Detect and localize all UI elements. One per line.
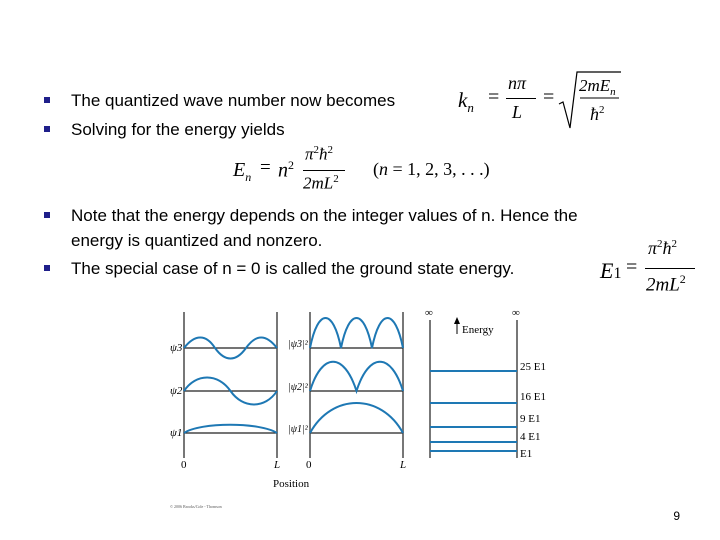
energy-axis-label: Energy bbox=[462, 324, 494, 336]
bullet-text-continuation: energy is quantized and nonzero. bbox=[71, 231, 323, 250]
energy-level-diagram bbox=[425, 307, 546, 460]
axis-zero-label: 0 bbox=[181, 459, 187, 471]
infinity-symbol: ∞ bbox=[512, 307, 520, 319]
figure-copyright: © 2006 Brooks/Cole - Thomson bbox=[170, 504, 222, 509]
energy-level-label: E1 bbox=[520, 448, 533, 460]
svg-text:ħ2: $ħ^2$ bbox=[590, 104, 605, 124]
position-label: Position bbox=[273, 478, 310, 490]
bullet-marker bbox=[44, 97, 50, 103]
axis-l-label: L bbox=[274, 459, 281, 471]
psi-squared-label: |ψ2|² bbox=[288, 382, 308, 393]
psi-label: ψ2 bbox=[170, 385, 183, 397]
bullet-text: Note that the energy depends on the integer values of n. Hence the bbox=[71, 206, 578, 225]
psi-label: ψ3 bbox=[170, 342, 183, 354]
psi-squared-label: |ψ1|² bbox=[288, 424, 308, 435]
bullet-text: The quantized wave number now becomes bbox=[71, 91, 396, 110]
energy-level-label: 4 E1 bbox=[520, 431, 541, 443]
energy-level-label: 16 E1 bbox=[520, 391, 546, 403]
axis-zero-label: 0 bbox=[306, 459, 312, 471]
psi-panel bbox=[170, 312, 280, 471]
psi-squared-label: |ψ3|² bbox=[288, 339, 308, 350]
infinity-symbol: ∞ bbox=[425, 307, 433, 319]
svg-text:2mEn: $2mE_n$ bbox=[579, 76, 616, 98]
energy-level-label: 9 E1 bbox=[520, 413, 541, 425]
particle-in-box-figure bbox=[160, 300, 546, 515]
bullet-marker bbox=[44, 212, 50, 218]
psi-squared-panel bbox=[288, 312, 406, 471]
psi-label: ψ1 bbox=[170, 427, 183, 439]
bullet-text: Solving for the energy yields bbox=[71, 120, 285, 139]
axis-l-label: L bbox=[400, 459, 407, 471]
equation-kn: $k_n$ = nπ L = $2mE_n$ $ħ^2$ bbox=[458, 70, 623, 130]
bullet-marker bbox=[44, 265, 50, 271]
equation-e1: E1 = $\pi^2ħ^2$ $2mL^2$ bbox=[600, 236, 700, 300]
equation-en: $E_n$ = $n^2$ $\pi^2ħ^2$ $2mL^2$ (n = 1, 2, 3, . . .) bbox=[233, 144, 490, 193]
page-number: 9 bbox=[673, 509, 680, 523]
bullet-marker bbox=[44, 126, 50, 132]
bullet-text: The special case of n = 0 is called the ground state energy. bbox=[71, 259, 515, 278]
energy-level-label: 25 E1 bbox=[520, 361, 546, 373]
